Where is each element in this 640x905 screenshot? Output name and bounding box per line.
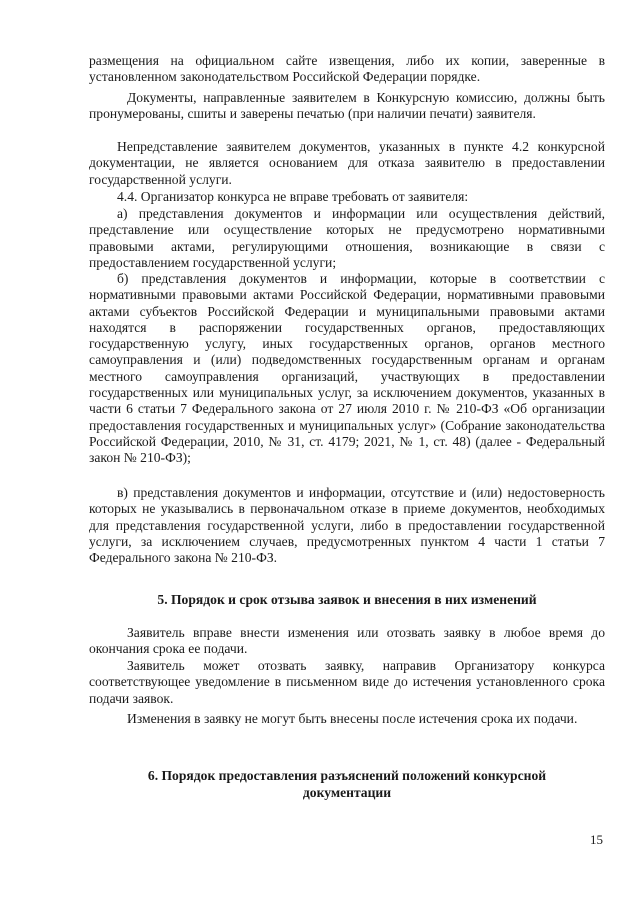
section-5-paragraph-1: Заявитель вправе внести изменения или отозвать заявку в любое время до окончания срока ее подачи.	[89, 625, 605, 657]
section-5-paragraph-2: Заявитель может отозвать заявку, направив Организатору конкурса соответствующее уведомление в письменном виде до истечения установленного срока подачи заявок.	[89, 658, 605, 706]
section-6-heading-line-1: 6. Порядок предоставления разъяснений положений конкурсной	[147, 768, 547, 783]
section-6-heading-line-2: документации	[302, 785, 392, 800]
section-5-paragraph-3: Изменения в заявку не могут быть внесены после истечения срока их подачи.	[127, 711, 578, 726]
paragraph-item-v: в) представления документов и информации, отсутствие и (или) недостоверность которых не указывались в первоначальном отказе в приеме документов, необходимых для представления государственной услуги, либо в предоставлении государственной услуги, за исключением случаев, предусмотренных пунктом 4 части 1 статьи 7 Федерального закона № 210-ФЗ.	[89, 485, 605, 566]
paragraph-4-4: 4.4. Организатор конкурса не вправе требовать от заявителя:	[117, 189, 469, 204]
paragraph-non-submission: Непредставление заявителем документов, указанных в пункте 4.2 конкурсной документации, не является основанием для отказа заявителю в предоставлении государственной услуги.	[89, 139, 605, 187]
paragraph-item-a: а) представления документов и информации или осуществления действий, представление или осуществление которых не предусмотрено нормативными правовыми актами, регулирующими отношения, возникающие в связи с предоставлением государственной услуги;	[89, 206, 605, 270]
section-5-heading: 5. Порядок и срок отзыва заявок и внесения в них изменений	[157, 592, 537, 607]
page-number: 15	[590, 832, 603, 847]
paragraph-continuation: размещения на официальном сайте извещения, либо их копии, заверенные в установленном законодательством Российской Федерации порядке.	[89, 53, 605, 85]
paragraph-documents-numbered: Документы, направленные заявителем в Конкурсную комиссию, должны быть пронумерованы, сшиты и заверены печатью (при наличии печати) заявителя.	[89, 90, 605, 122]
paragraph-item-b: б) представления документов и информации, которые в соответствии с нормативными правовыми актами Российской Федерации, нормативными правовыми актами субъектов Российской Федерации и муниципальными правовыми актами находятся в распоряжении государственных органов, предоставляющих государственную услугу, иных государственных органов, органов местного самоуправления и (или) подведомственных государственным органам и органам местного самоуправления организаций, участвующих в предоставлении государственных или муниципальных услуг, за исключением документов, указанных в части 6 статьи 7 Федерального закона от 27 июля 2010 г. № 210-ФЗ «Об организации предоставления государственных и муниципальных услуг» (Собрание законодательства Российской Федерации, 2010, № 31, ст. 4179; 2021, № 1, ст. 48) (далее - Федеральный закон № 210-ФЗ);	[89, 271, 605, 466]
